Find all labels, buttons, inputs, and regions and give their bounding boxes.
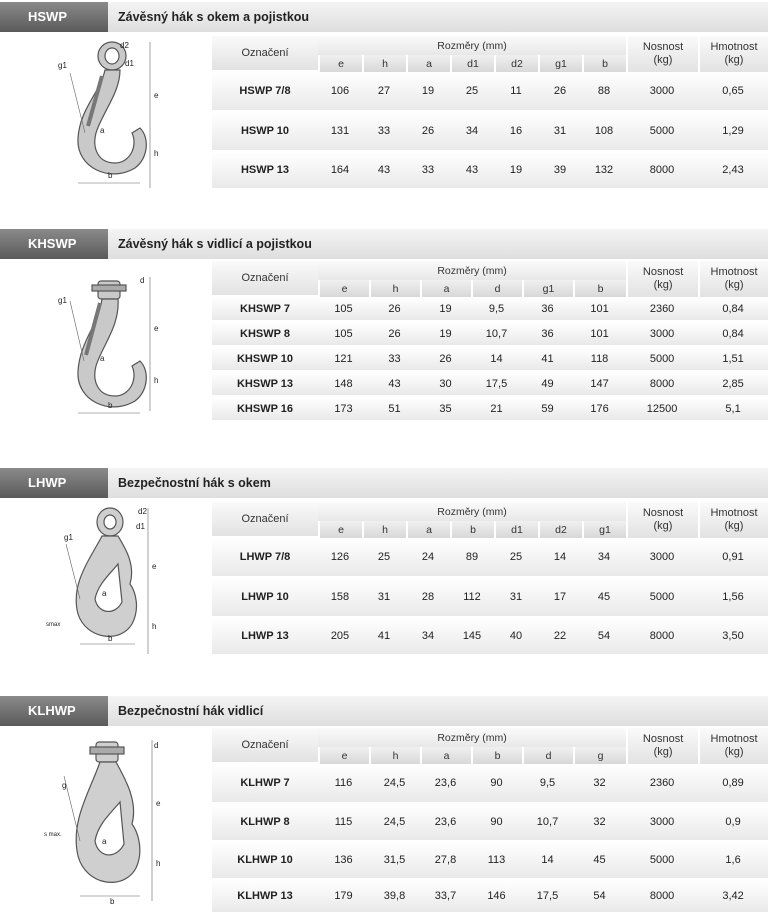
weight-cell: 0,89 [698,764,768,804]
dim-label: a [102,589,107,598]
value-cell: 10,7 [522,804,573,842]
capacity-cell: 5000 [626,347,698,372]
capacity-cell: 2360 [626,764,698,804]
dim-label: s max. [44,832,62,838]
col-header: g1 [538,55,582,72]
capacity-cell: 5000 [626,842,698,880]
col-header: b [450,521,494,538]
value-cell: 16 [494,112,538,152]
section-header-bar [0,468,768,498]
value-cell: 9,5 [522,764,573,804]
value-cell: 45 [582,578,626,618]
model-cell: HSWP 7/8 [212,72,318,112]
hook-drawing-khswp [40,271,170,421]
value-cell: 205 [318,618,362,656]
value-cell: 9,5 [471,297,522,322]
value-cell: 27 [362,72,406,112]
table-row [212,842,768,880]
dim-label: d1 [136,522,145,531]
weight-cell: 2,85 [698,372,768,397]
col-header: e [318,55,362,72]
dim-label: smax [46,622,61,628]
value-cell: 115 [318,804,369,842]
capacity-cell: 8000 [626,880,698,914]
value-cell: 59 [522,397,573,422]
col-header: d1 [494,521,538,538]
value-cell: 45 [573,842,626,880]
section-hswp [0,2,768,192]
dim-label: b [108,634,113,643]
value-cell: 30 [420,372,471,397]
product-code-tab: KLHWP [0,696,108,726]
capacity-cell: 8000 [626,372,698,397]
value-cell: 54 [582,618,626,656]
model-cell: HSWP 13 [212,152,318,190]
product-code-tab: LHWP [0,468,108,498]
value-cell: 27,8 [420,842,471,880]
value-cell: 88 [582,72,626,112]
weight-cell: 0,84 [698,297,768,322]
value-cell: 40 [494,618,538,656]
value-cell: 51 [369,397,420,422]
col-header-weight: Hmotnost (kg) [698,502,768,538]
value-cell: 164 [318,152,362,190]
capacity-cell: 12500 [626,397,698,422]
model-cell: KLHWP 13 [212,880,318,914]
table-row [212,72,768,112]
col-header: g1 [582,521,626,538]
value-cell: 33 [406,152,450,190]
value-cell: 41 [522,347,573,372]
weight-cell: 1,29 [698,112,768,152]
capacity-cell: 2360 [626,297,698,322]
value-cell: 19 [420,322,471,347]
value-cell: 148 [318,372,369,397]
value-cell: 90 [471,764,522,804]
model-cell: KLHWP 10 [212,842,318,880]
dim-label: e [152,562,157,571]
value-cell: 26 [406,112,450,152]
col-header: b [582,55,626,72]
col-header: b [573,280,626,297]
table-row [212,322,768,347]
value-cell: 26 [369,322,420,347]
value-cell: 23,6 [420,764,471,804]
section-header-bar [0,229,768,259]
value-cell: 36 [522,322,573,347]
dim-label: d2 [120,41,129,50]
value-cell: 132 [582,152,626,190]
value-cell: 113 [471,842,522,880]
col-header: a [420,747,471,764]
dim-label: b [108,401,113,410]
col-header-dimensions: Rozměry (mm) [318,728,626,747]
value-cell: 32 [573,764,626,804]
spec-table-khswp [212,261,768,422]
weight-cell: 1,56 [698,578,768,618]
col-header: e [318,747,369,764]
section-klhwp [0,696,768,918]
dim-label: e [156,799,161,808]
weight-cell: 0,65 [698,72,768,112]
value-cell: 22 [538,618,582,656]
value-cell: 17,5 [471,372,522,397]
dim-label: g1 [64,533,73,542]
col-header: h [362,55,406,72]
value-cell: 179 [318,880,369,914]
table-row [212,764,768,804]
col-header-capacity: Nosnost (kg) [626,36,698,72]
dim-label: g [62,781,67,790]
col-header: a [406,521,450,538]
capacity-cell: 8000 [626,152,698,190]
weight-cell: 0,9 [698,804,768,842]
weight-cell: 2,43 [698,152,768,190]
value-cell: 118 [573,347,626,372]
model-cell: KHSWP 13 [212,372,318,397]
value-cell: 24,5 [369,804,420,842]
section-header-bar [0,2,768,32]
value-cell: 34 [406,618,450,656]
capacity-cell: 3000 [626,538,698,578]
section-lhwp [0,468,768,658]
table-row [212,397,768,422]
value-cell: 34 [450,112,494,152]
col-header-designation: Označení [212,261,318,297]
weight-cell: 0,91 [698,538,768,578]
table-row [212,578,768,618]
weight-cell: 3,42 [698,880,768,914]
capacity-cell: 5000 [626,578,698,618]
model-cell: KLHWP 8 [212,804,318,842]
value-cell: 33 [362,112,406,152]
model-cell: LHWP 10 [212,578,318,618]
model-cell: LHWP 7/8 [212,538,318,578]
value-cell: 43 [369,372,420,397]
value-cell: 101 [573,297,626,322]
model-cell: KHSWP 8 [212,322,318,347]
value-cell: 14 [471,347,522,372]
model-cell: KHSWP 10 [212,347,318,372]
spec-table-klhwp [212,728,768,914]
col-header-dimensions: Rozměry (mm) [318,36,626,55]
section-title: Bezpečnostní hák s okem [118,476,271,490]
product-code-tab: HSWP [0,2,108,32]
hook-drawing-hswp [40,38,170,188]
value-cell: 54 [573,880,626,914]
hook-drawing-lhwp [40,504,170,654]
col-header: d1 [450,55,494,72]
dim-label: d1 [125,59,134,68]
value-cell: 105 [318,322,369,347]
value-cell: 25 [362,538,406,578]
value-cell: 108 [582,112,626,152]
value-cell: 11 [494,72,538,112]
value-cell: 10,7 [471,322,522,347]
value-cell: 121 [318,347,369,372]
value-cell: 19 [406,72,450,112]
col-header: g1 [522,280,573,297]
table-row [212,112,768,152]
value-cell: 158 [318,578,362,618]
dim-label: g1 [58,61,67,70]
value-cell: 145 [450,618,494,656]
value-cell: 24,5 [369,764,420,804]
spec-table-lhwp [212,502,768,656]
col-header: d2 [494,55,538,72]
value-cell: 106 [318,72,362,112]
col-header: e [318,521,362,538]
col-header-designation: Označení [212,728,318,764]
value-cell: 173 [318,397,369,422]
value-cell: 126 [318,538,362,578]
dim-label: d2 [138,507,147,516]
value-cell: 17,5 [522,880,573,914]
value-cell: 146 [471,880,522,914]
col-header: b [471,747,522,764]
col-header-dimensions: Rozměry (mm) [318,261,626,280]
model-cell: KHSWP 7 [212,297,318,322]
table-row [212,538,768,578]
col-header-capacity: Nosnost (kg) [626,728,698,764]
model-cell: LHWP 13 [212,618,318,656]
value-cell: 89 [450,538,494,578]
value-cell: 19 [420,297,471,322]
value-cell: 131 [318,112,362,152]
dim-label: e [154,324,159,333]
section-title: Závěsný hák s vidlicí a pojistkou [118,237,312,251]
section-title: Závěsný hák s okem a pojistkou [118,10,310,24]
value-cell: 43 [450,152,494,190]
col-header-designation: Označení [212,502,318,538]
value-cell: 21 [471,397,522,422]
col-header: e [318,280,369,297]
col-header: h [369,280,420,297]
dim-label: h [154,376,159,385]
section-khswp [0,229,768,429]
value-cell: 136 [318,842,369,880]
model-cell: KHSWP 16 [212,397,318,422]
value-cell: 14 [538,538,582,578]
table-row [212,618,768,656]
value-cell: 39 [538,152,582,190]
section-title: Bezpečnostní hák vidlicí [118,704,264,718]
value-cell: 39,8 [369,880,420,914]
col-header-designation: Označení [212,36,318,72]
dim-label: h [154,149,159,158]
col-header-weight: Hmotnost (kg) [698,261,768,297]
capacity-cell: 5000 [626,112,698,152]
dim-label: d [154,741,159,750]
weight-cell: 1,6 [698,842,768,880]
value-cell: 33,7 [420,880,471,914]
col-header: d [471,280,522,297]
value-cell: 41 [362,618,406,656]
value-cell: 32 [573,804,626,842]
capacity-cell: 8000 [626,618,698,656]
dim-label: a [102,837,107,846]
capacity-cell: 3000 [626,322,698,347]
model-cell: KLHWP 7 [212,764,318,804]
value-cell: 35 [420,397,471,422]
section-header-bar [0,696,768,726]
value-cell: 105 [318,297,369,322]
value-cell: 23,6 [420,804,471,842]
dim-label: b [108,171,113,180]
value-cell: 26 [420,347,471,372]
hook-drawing-klhwp [40,736,170,906]
value-cell: 28 [406,578,450,618]
value-cell: 19 [494,152,538,190]
model-cell: HSWP 10 [212,112,318,152]
value-cell: 176 [573,397,626,422]
weight-cell: 3,50 [698,618,768,656]
col-header: d [522,747,573,764]
col-header-weight: Hmotnost (kg) [698,728,768,764]
table-row [212,372,768,397]
capacity-cell: 3000 [626,72,698,112]
value-cell: 26 [369,297,420,322]
value-cell: 43 [362,152,406,190]
value-cell: 112 [450,578,494,618]
col-header: h [369,747,420,764]
dim-label: h [156,859,161,868]
table-row [212,152,768,190]
dim-label: h [152,622,157,631]
value-cell: 49 [522,372,573,397]
weight-cell: 0,84 [698,322,768,347]
dim-label: g1 [58,296,67,305]
value-cell: 116 [318,764,369,804]
product-code-tab: KHSWP [0,229,108,259]
col-header: a [420,280,471,297]
spec-table-hswp [212,36,768,190]
table-row [212,804,768,842]
table-row [212,297,768,322]
capacity-cell: 3000 [626,804,698,842]
value-cell: 147 [573,372,626,397]
dim-label: e [154,91,159,100]
value-cell: 31 [494,578,538,618]
value-cell: 33 [369,347,420,372]
col-header: d2 [538,521,582,538]
value-cell: 34 [582,538,626,578]
col-header: a [406,55,450,72]
value-cell: 25 [450,72,494,112]
col-header: g [573,747,626,764]
col-header-capacity: Nosnost (kg) [626,502,698,538]
value-cell: 17 [538,578,582,618]
col-header: h [362,521,406,538]
dim-label: a [100,126,105,135]
table-row [212,880,768,914]
col-header-dimensions: Rozměry (mm) [318,502,626,521]
value-cell: 101 [573,322,626,347]
value-cell: 31 [362,578,406,618]
dim-label: d [140,276,145,285]
table-row [212,347,768,372]
weight-cell: 5,1 [698,397,768,422]
value-cell: 14 [522,842,573,880]
weight-cell: 1,51 [698,347,768,372]
value-cell: 31,5 [369,842,420,880]
value-cell: 90 [471,804,522,842]
col-header-weight: Hmotnost (kg) [698,36,768,72]
value-cell: 25 [494,538,538,578]
dim-label: b [110,897,115,906]
value-cell: 31 [538,112,582,152]
value-cell: 24 [406,538,450,578]
dim-label: a [100,354,105,363]
col-header-capacity: Nosnost (kg) [626,261,698,297]
value-cell: 26 [538,72,582,112]
value-cell: 36 [522,297,573,322]
